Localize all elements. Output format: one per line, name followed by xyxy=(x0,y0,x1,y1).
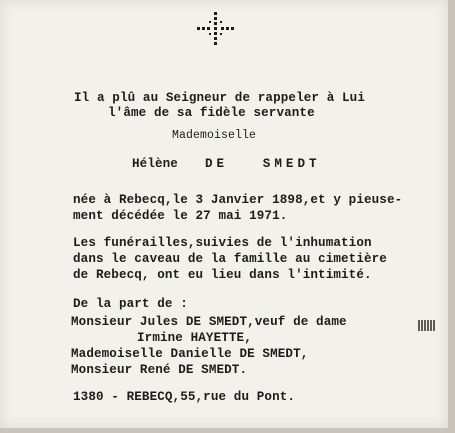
funeral-line-2: dans le caveau de la famille au cimetière xyxy=(73,252,387,266)
deceased-last-name: DE SMEDT xyxy=(205,157,321,171)
title-mademoiselle: Mademoiselle xyxy=(172,129,257,142)
birth-line-2: ment décédée le 27 mai 1971. xyxy=(73,209,288,223)
overstrike-mark xyxy=(418,320,436,331)
funeral-line-1: Les funérailles,suivies de l'inhumation xyxy=(73,236,372,250)
funeral-line-3: de Rebecq, ont eu lieu dans l'intimité. xyxy=(73,268,372,282)
address: 1380 - REBECQ,55,rue du Pont. xyxy=(73,390,296,404)
family-member-1-line-1: Monsieur Jules DE SMEDT,veuf de dame xyxy=(71,315,347,329)
family-member-2: Mademoiselle Danielle DE SMEDT, xyxy=(71,347,309,361)
intro-line-2: l'âme de sa fidèle servante xyxy=(108,106,315,120)
family-member-1-line-2: Irmine HAYETTE, xyxy=(137,331,252,345)
intro-line-1: Il a plû au Seigneur de rappeler à Lui xyxy=(74,91,365,105)
cross-icon xyxy=(194,12,238,46)
from-label: De la part de : xyxy=(73,297,188,311)
deceased-first-name: Hélène xyxy=(132,157,178,171)
family-member-3: Monsieur René DE SMEDT. xyxy=(71,363,248,377)
birth-line-1: née à Rebecq,le 3 Janvier 1898,et y pieuse- xyxy=(73,193,403,207)
